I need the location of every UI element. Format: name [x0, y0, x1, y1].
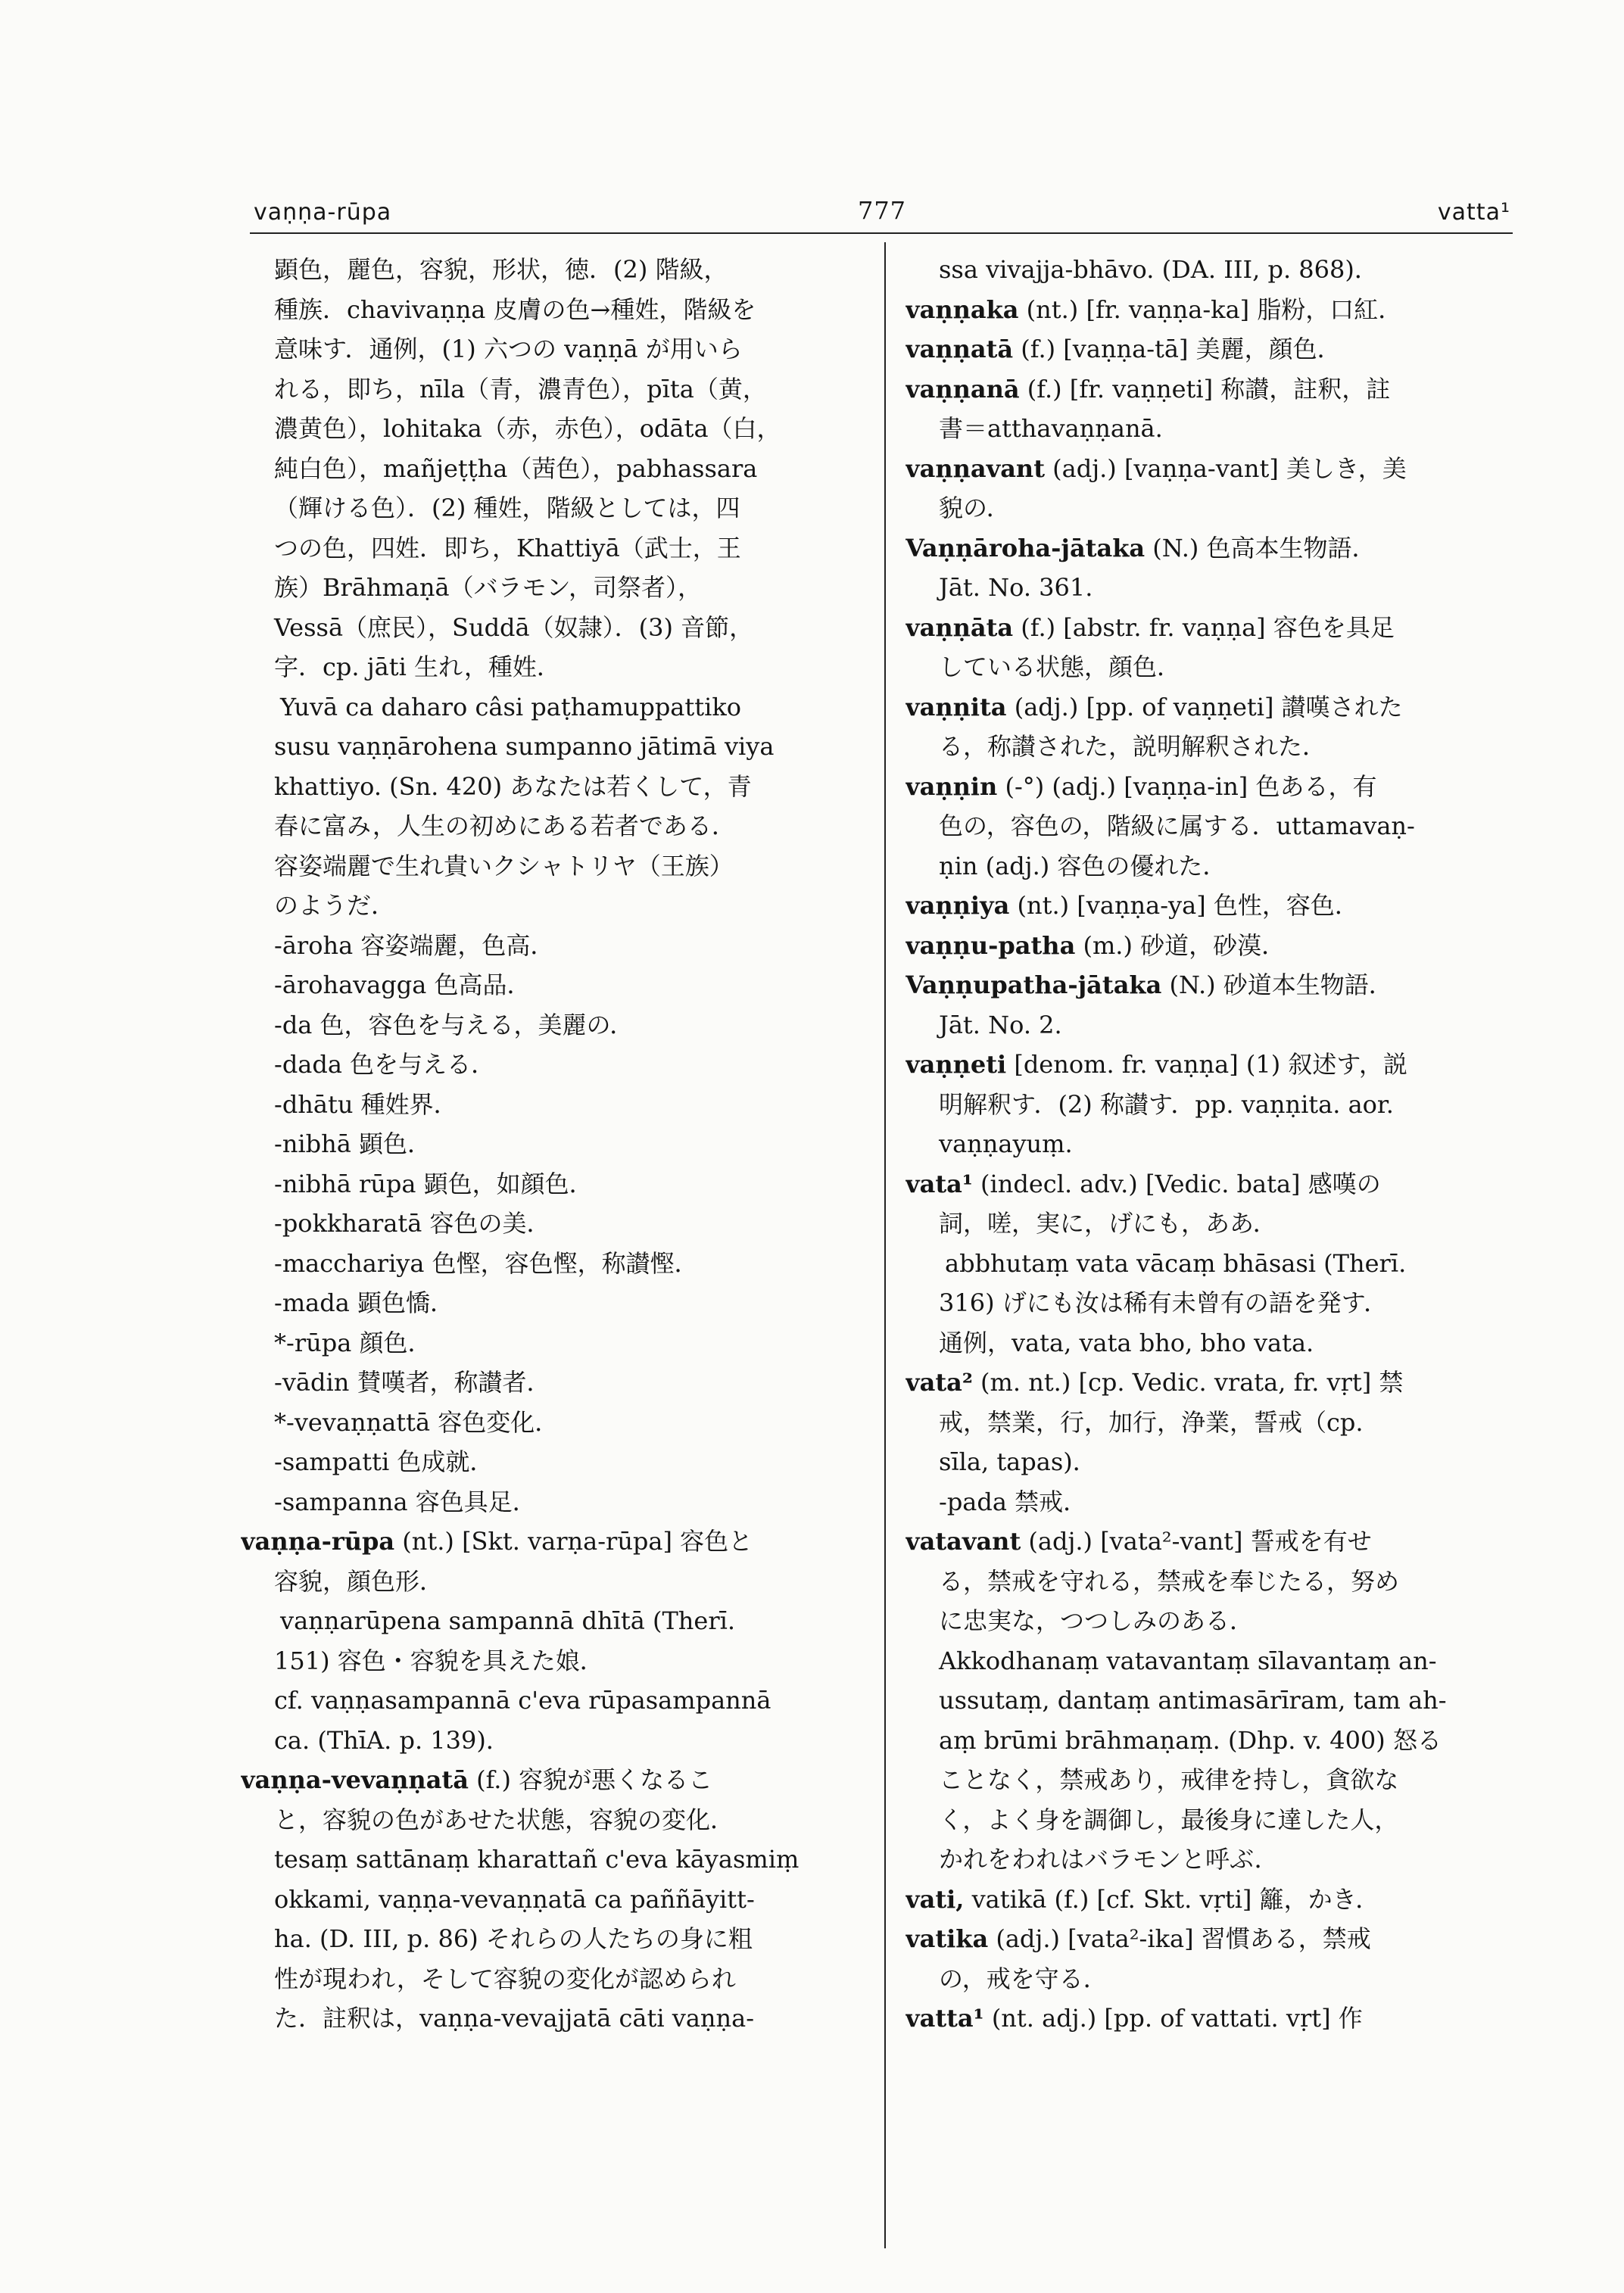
entry-line: tesaṃ sattānaṃ kharattañ c'eva kāyasmiṃ [274, 1845, 800, 1874]
entry-line: -ārohavagga 色高品． [274, 970, 531, 999]
entry-headline: Vaṇṇupatha-jātaka (N.) 砂道本生物語． [906, 970, 1393, 999]
entry-line: okkami, vaṇṇa-vevaṇṇatā ca paññāyitt- [274, 1884, 755, 1914]
headword: vaṇṇa-rūpa [241, 1527, 395, 1556]
entry-line: ca. (ThīA. p. 139)． [274, 1725, 510, 1755]
headword: vata² [906, 1368, 973, 1397]
entry-line: -dhātu 種姓界． [274, 1089, 458, 1119]
entry-line: -dada 色を与える． [274, 1050, 496, 1079]
entry-line: く，よく身を調御し，最後身に達した人， [939, 1805, 1399, 1834]
entry-line: aṃ brūmi brāhmaṇaṃ. (Dhp. v. 400) 怒る [939, 1725, 1442, 1755]
headword: Vaṇṇāroha-jātaka [906, 533, 1146, 562]
entry-line: つの色，四姓．即ち，Khattiyā（武士，王 [274, 533, 741, 562]
page-header [254, 193, 1510, 232]
entry-line: 容姿端麗で生れ貴いクシャトリヤ（王族） [274, 851, 734, 880]
entry-line: Jāt. No. 361. [939, 573, 1093, 602]
headword: vati, [906, 1884, 965, 1914]
page-number: 777 [857, 196, 907, 225]
entry-headline: vata¹ (indecl. adv.) [Vedic. bata] 感嘆の [906, 1169, 1381, 1198]
headword: vaṇṇa-vevaṇṇatā [241, 1765, 469, 1794]
headword: vatika [906, 1924, 989, 1953]
entry-line: *-vevaṇṇattā 容色変化． [274, 1407, 560, 1437]
entry-line: -pokkharatā 容色の美． [274, 1209, 551, 1238]
entry-line: -vādin 賛嘆者，称讃者． [274, 1368, 551, 1397]
entry-line: のようだ． [274, 891, 396, 920]
entry-line: cf. vaṇṇasampannā c'eva rūpasampannā [274, 1686, 771, 1715]
headword: vatavant [906, 1527, 1021, 1556]
entry-line: 戒，禁業，行，加行，浄業，誓戒（cp. [939, 1407, 1364, 1437]
entry-line: 通例，vata, vata bho, bho vata. [939, 1328, 1314, 1357]
entry-line: ha. (D. III, p. 86) それらの人たちの身に粗 [274, 1924, 753, 1953]
entry-line: 151) 容色・容貌を具えた娘． [274, 1646, 604, 1675]
entry-line: （輝ける色）．(2) 種姓，階級としては，四 [274, 494, 740, 522]
entry-line: -sampanna 容色具足． [274, 1487, 537, 1516]
headword: vaṇṇin [906, 771, 998, 801]
headword: Vaṇṇupatha-jātaka [906, 970, 1162, 999]
entry-headline: vaṇṇin (-°) (adj.) [vaṇṇa-in] 色ある，有 [906, 771, 1377, 801]
entry-line: khattiyo. (Sn. 420) あなたは若くして，青 [274, 771, 752, 801]
entry-headline: vaṇṇavant (adj.) [vaṇṇa-vant] 美しき，美 [906, 453, 1407, 483]
entry-line: ssa vivajja-bhāvo. (DA. III, p. 868)． [939, 255, 1379, 284]
entry-line: -sampatti 色成就． [274, 1447, 494, 1476]
entry-line: -da 色，容色を与える，美麗の． [274, 1010, 634, 1039]
entry-headline: vatavant (adj.) [vata²-vant] 誓戒を有せ [906, 1527, 1372, 1556]
entry-headline: vaṇṇiya (nt.) [vaṇṇa-ya] 色性，容色． [906, 891, 1359, 920]
left-column [241, 250, 860, 2039]
entry-line: 316) げにも汝は稀有未曾有の語を発す． [939, 1288, 1389, 1317]
entry-line: している状態，顔色． [939, 653, 1182, 681]
entry-line: 詞，嗟，実に，げにも，ああ． [939, 1209, 1277, 1238]
entry-line: 明解釈す．(2) 称讃す．pp. vaṇṇita. aor. [939, 1089, 1394, 1119]
entry-headline: vaṇṇa-rūpa (nt.) [Skt. varṇa-rūpa] 容色と [241, 1527, 753, 1556]
entry-line: に忠実な，つつしみのある． [939, 1606, 1255, 1635]
entry-headline: vaṇṇatā (f.) [vaṇṇa-tā] 美麗，顔色． [906, 335, 1342, 363]
entry-line: る，禁戒を守れる，禁戒を奉じたる，努め [939, 1566, 1400, 1596]
headword: vaṇṇeti [906, 1050, 1007, 1079]
entry-line: 書＝atthavaṇṇanā. [939, 414, 1163, 443]
entry-line: Vessā（庶民），Suddā（奴隷）．(3) 音節， [274, 612, 754, 642]
entry-line: abbhutaṃ vata vācaṃ bhāsasi (Therī. [945, 1248, 1407, 1278]
entry-line: vaṇṇarūpena sampannā dhītā (Therī. [280, 1606, 736, 1635]
headword: vaṇṇaka [906, 294, 1019, 324]
entry-headline: vati, vatikā (f.) [cf. Skt. vṛti] 籬，かき． [906, 1884, 1380, 1914]
column-divider [884, 242, 886, 2248]
entry-line: -mada 顕色憍． [274, 1288, 454, 1317]
entry-line: -āroha 容姿端麗，色高． [274, 930, 555, 960]
headword: vaṇṇu-patha [906, 930, 1076, 960]
entry-line: 容貌，顔色形． [274, 1566, 444, 1596]
entry-line: Akkodhanaṃ vatavantaṃ sīlavantaṃ an- [939, 1646, 1437, 1675]
entry-line: 意味す．通例，(1) 六つの vaṇṇā が用いら [274, 335, 743, 363]
entry-headline: vaṇṇa-vevaṇṇatā (f.) 容貌が悪くなるこ [241, 1765, 713, 1794]
entry-line: た．註釈は，vaṇṇa-vevajjatā cāti vaṇṇa- [274, 2004, 755, 2033]
entry-line: 春に富み，人生の初めにある若者である． [274, 812, 736, 840]
entry-line: 字．cp. jāti 生れ，種姓． [274, 653, 561, 681]
entry-headline: Vaṇṇāroha-jātaka (N.) 色高本生物語． [906, 533, 1376, 562]
header-left-guideword: vaṇṇa-rūpa [254, 199, 392, 226]
entry-line: 色の，容色の，階級に属する．uttamavaṇ- [939, 812, 1415, 840]
entry-line: 族）Brāhmaṇā（バラモン，司祭者）， [274, 573, 703, 602]
entry-line: -nibhā rūpa 顕色，如顔色． [274, 1169, 594, 1198]
entry-line: 濃黄色），lohitaka（赤，赤色），odāta（白， [274, 414, 781, 443]
entry-line: れる，即ち，nīla（青，濃青色），pīta（黄， [274, 374, 767, 403]
headword: vatta¹ [906, 2004, 984, 2033]
entry-line: る，称讃された，説明解釈された． [939, 732, 1327, 761]
headword: vata¹ [906, 1169, 973, 1198]
entry-line: の，戒を守る． [939, 1964, 1108, 1993]
headword: vaṇṇatā [906, 335, 1014, 363]
header-rule [250, 232, 1513, 234]
entry-line: 純白色），mañjeṭṭha（茜色），pabhassara [274, 453, 758, 483]
entry-headline: vaṇṇaka (nt.) [fr. vaṇṇa-ka] 脂粉，口紅． [906, 294, 1403, 324]
entry-line: ussutaṃ, dantaṃ antimasārīram, tam ah- [939, 1686, 1447, 1715]
header-right-guideword: vatta¹ [1437, 199, 1510, 226]
entry-headline: vaṇṇanā (f.) [fr. vaṇṇeti] 称讃，註釈，註 [906, 374, 1391, 403]
entry-line: -pada 禁戒． [939, 1487, 1088, 1516]
headword: vaṇṇāta [906, 612, 1014, 642]
right-column [906, 250, 1520, 2039]
entry-line: sīla, tapas)． [939, 1447, 1097, 1476]
entry-headline: vaṇṇāta (f.) [abstr. fr. vaṇṇa] 容色を具足 [906, 612, 1395, 642]
entry-line: *-rūpa 顔色． [274, 1328, 432, 1357]
entry-headline: vatika (adj.) [vata²-ika] 習慣ある，禁戒 [906, 1924, 1371, 1953]
entry-line: 貌の． [939, 494, 1011, 522]
entry-line: ṇin (adj.) 容色の優れた． [939, 851, 1227, 880]
entry-line: かれをわれはバラモンと呼ぶ． [939, 1845, 1279, 1874]
entry-headline: vata² (m. nt.) [cp. Vedic. vrata, fr. vṛt] 禁 [906, 1368, 1404, 1397]
entry-line: susu vaṇṇārohena sumpanno jātimā viya [274, 732, 775, 761]
entry-line: -macchariya 色慳，容色慳，称讃慳． [274, 1248, 699, 1278]
entry-line: ことなく，禁戒あり，戒律を持し，貪欲な [939, 1765, 1399, 1794]
headword: vaṇṇanā [906, 374, 1020, 403]
entry-headline: vaṇṇita (adj.) [pp. of vaṇṇeti] 讃嘆された [906, 692, 1403, 721]
entry-line: -nibhā 顕色． [274, 1129, 432, 1158]
entry-line: 顕色，麗色，容貌，形状，徳．(2) 階級， [274, 255, 728, 284]
entry-line: と，容貌の色があせた状態，容貌の変化． [274, 1805, 735, 1834]
entry-line: 種族．chavivaṇṇa 皮膚の色→種姓，階級を [274, 294, 756, 324]
entry-line: Jāt. No. 2. [939, 1010, 1062, 1039]
entry-headline: vatta¹ (nt. adj.) [pp. of vattati. vṛt] 作 [906, 2004, 1363, 2033]
entry-headline: vaṇṇeti [denom. fr. vaṇṇa] (1) 叙述す，説 [906, 1050, 1407, 1079]
headword: vaṇṇiya [906, 891, 1010, 920]
headword: vaṇṇita [906, 692, 1007, 721]
headword: vaṇṇavant [906, 453, 1045, 483]
entry-line: 性が現われ，そして容貌の変化が認められ [274, 1964, 736, 1993]
entry-headline: vaṇṇu-patha (m.) 砂道，砂漠． [906, 930, 1286, 960]
entry-line: vaṇṇayuṃ. [939, 1129, 1073, 1158]
entry-line: Yuvā ca daharo câsi paṭhamuppattiko [280, 692, 741, 721]
